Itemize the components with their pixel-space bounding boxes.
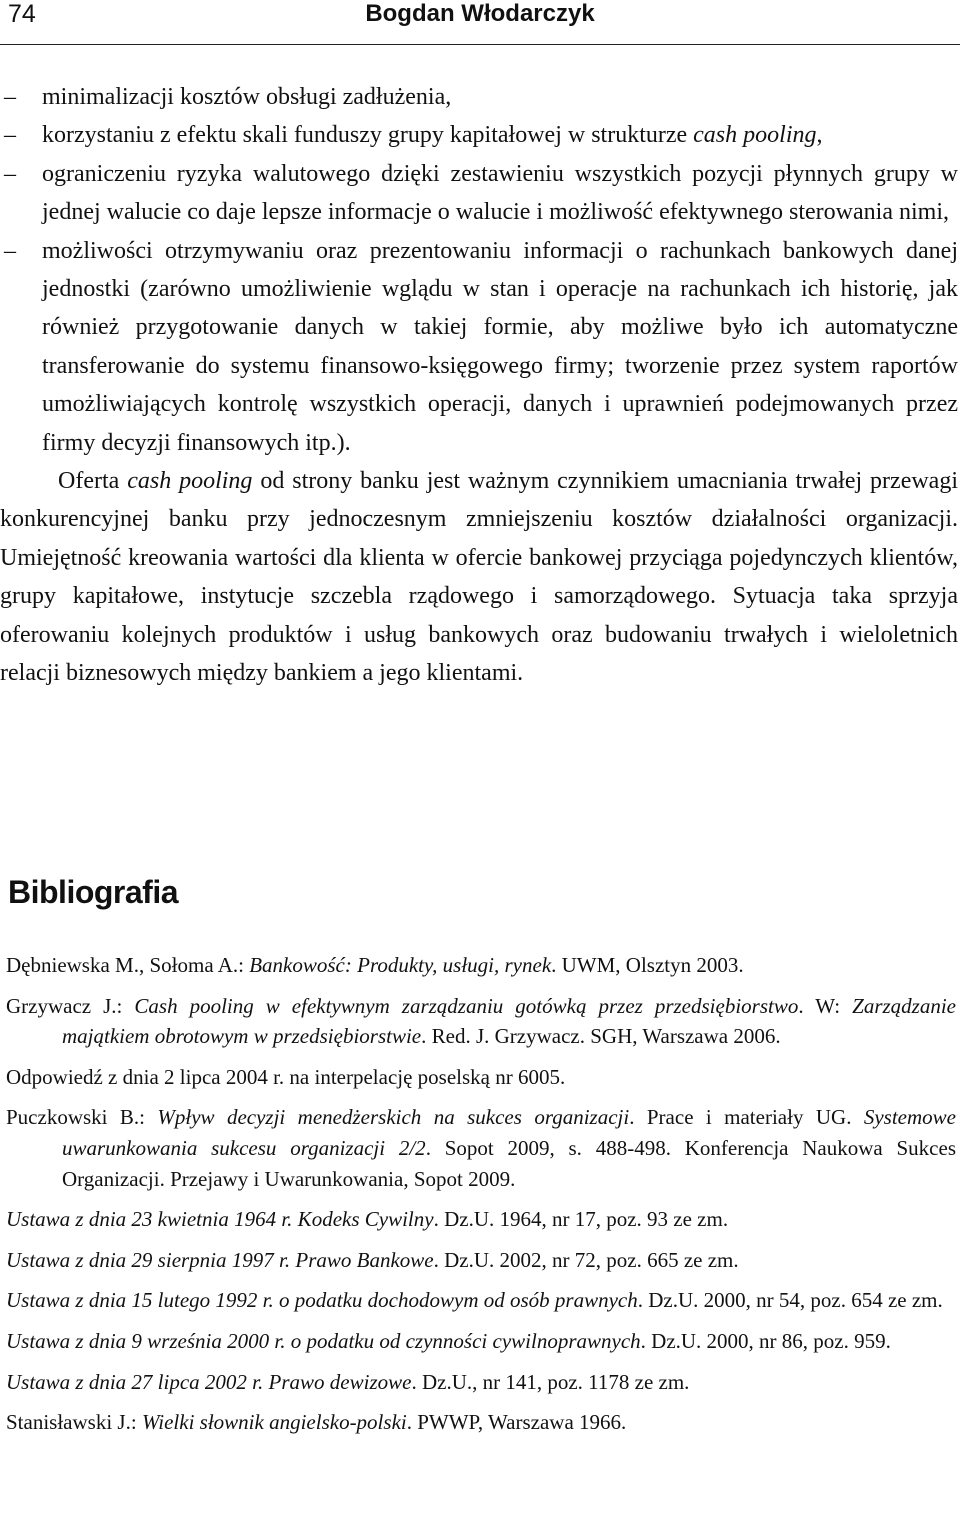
entry-text: . Sopot 2009, s. 488-498. Konferencja Naukowa Sukces Organizacji. Przejawy i Uwarunkowania, Sopot 2009.	[62, 1135, 956, 1191]
paragraph-rest: od strony banku jest ważnym czynnikiem umacniania trwałej przewagi konkurencyjnej banku przy jednoczesnym zmniejszeniu kosztów działalności organizacji. Umiejętność kreowania wartości dla klienta w ofercie bankowej przyciąga pojedynczych klientów, grupy kapitałowe, instytucje szczebla rządowego i samorządowego. Sytuacja taka sprzyja oferowaniu kolejnych produktów i usług bankowych oraz budowaniu trwałych i wieloletnich relacji biznesowych między bankiem a jego klientami.	[0, 468, 958, 687]
bullet-list	[0, 78, 958, 462]
dash-bullet-icon: –	[4, 122, 16, 149]
entry-text: . Dz.U. 2000, nr 86, poz. 959.	[640, 1328, 891, 1353]
bibliography-entry	[0, 1204, 956, 1235]
bibliography-entry	[0, 1102, 956, 1194]
bibliography-entry	[0, 1062, 956, 1093]
paragraph-start: Oferta	[58, 468, 128, 495]
bibliography-entry	[0, 1367, 956, 1398]
entry-title: Zarządzanie majątkiem obrotowym w przedsiębiorstwie	[62, 993, 956, 1049]
dash-bullet-icon: –	[4, 160, 16, 187]
entry-text: . W:	[798, 993, 853, 1018]
bibliography-entry	[0, 1285, 956, 1316]
entry-title: Bankowość: Produkty, usługi, rynek	[249, 953, 552, 977]
body-text	[0, 78, 958, 693]
entry-title: Ustawa z dnia 15 lutego 1992 r. o podatku dochodowym od osób prawnych	[6, 1288, 638, 1313]
entry-title: Systemowe uwarunkowania sukcesu organizacji 2/2	[62, 1105, 956, 1160]
list-item-text: minimalizacji kosztów obsługi zadłużenia,	[42, 84, 452, 110]
entry-title: Wielki słownik angielsko-polski	[141, 1410, 407, 1435]
list-item	[0, 116, 958, 154]
list-item-text: możliwości otrzymywaniu oraz prezentowaniu informacji o rachunkach bankowych danej jednostki (zarówno umożliwienie wglądu w stan i operacje na rachunkach ich historię, jak również przygotowanie danych w takiej formie, aby możliwe było ich automatyczne transferowanie do systemu finansowo-księgowego firmy; tworzenie przez system raportów umożliwiających kontrolę wszystkich operacji, danych i uprawnień podejmowanych przez firmy decyzji finansowych itp.).	[42, 237, 958, 456]
running-head-author: Bogdan Włodarczyk	[365, 0, 595, 27]
dash-bullet-icon: –	[4, 84, 16, 110]
entry-title: Ustawa z dnia 23 kwietnia 1964 r. Kodeks Cywilny	[6, 1207, 434, 1232]
entry-title: Ustawa z dnia 29 sierpnia 1997 r. Prawo Bankowe	[6, 1247, 434, 1272]
bibliography-entry	[0, 1407, 956, 1438]
list-item-text: ograniczeniu ryzyka walutowego dzięki zestawieniu wszystkich pozycji płynnych grupy w jednej walucie co daje lepsze informacje o walucie i możliwość efektywnego sterowania nimi,	[42, 160, 958, 226]
dash-bullet-icon: –	[4, 237, 16, 264]
entry-title: Cash pooling w efektywnym zarządzaniu gotówką przez przedsiębiorstwo	[134, 993, 799, 1018]
entry-text: . Dz.U. 2000, nr 54, poz. 654 ze zm.	[637, 1288, 943, 1313]
bibliography-entry	[0, 991, 956, 1052]
paragraph-italic-term: cash pooling	[127, 468, 253, 495]
bibliography-entry	[0, 950, 956, 981]
entry-title: Wpływ decyzji menedżerskich na sukces organizacji	[157, 1105, 630, 1130]
page-header	[0, 0, 960, 45]
bibliography-entry	[0, 1326, 956, 1357]
bibliography-list	[0, 950, 956, 1448]
entry-text: Stanisławski J.:	[6, 1410, 142, 1435]
entry-text: . Dz.U. 1964, nr 17, poz. 93 ze zm.	[433, 1207, 729, 1232]
entry-text: Grzywacz J.:	[6, 993, 135, 1018]
list-item-text: korzystaniu z efektu skali funduszy grupy kapitałowej w strukturze	[42, 122, 694, 149]
bibliography-entry	[0, 1245, 956, 1276]
entry-title: Ustawa z dnia 27 lipca 2002 r. Prawo dewizowe	[6, 1369, 412, 1394]
entry-text: . Dz.U. 2002, nr 72, poz. 665 ze zm.	[433, 1247, 739, 1272]
body-paragraph	[0, 462, 958, 692]
page-number: 74	[8, 0, 36, 28]
entry-text: . Prace i materiały UG.	[629, 1105, 864, 1130]
entry-text: . Dz.U., nr 141, poz. 1178 ze zm.	[411, 1369, 690, 1394]
bibliography-heading: Bibliografia	[8, 874, 179, 910]
list-item-text-end: ,	[816, 122, 823, 149]
entry-text: Dębniewska M., Sołoma A.:	[6, 953, 250, 977]
list-item-italic-term: cash pooling	[693, 122, 817, 149]
entry-text: . PWWP, Warszawa 1966.	[406, 1410, 627, 1435]
list-item	[0, 232, 958, 462]
entry-title: Ustawa z dnia 9 września 2000 r. o podatku od czynności cywilnoprawnych	[6, 1328, 641, 1353]
entry-text: Puczkowski B.:	[6, 1105, 158, 1130]
entry-text: . Red. J. Grzywacz. SGH, Warszawa 2006.	[421, 1024, 781, 1049]
list-item	[0, 78, 958, 116]
entry-text: . UWM, Olsztyn 2003.	[551, 953, 744, 977]
entry-text: Odpowiedź z dnia 2 lipca 2004 r. na interpelację poselską nr 6005.	[6, 1064, 566, 1089]
list-item	[0, 155, 958, 232]
